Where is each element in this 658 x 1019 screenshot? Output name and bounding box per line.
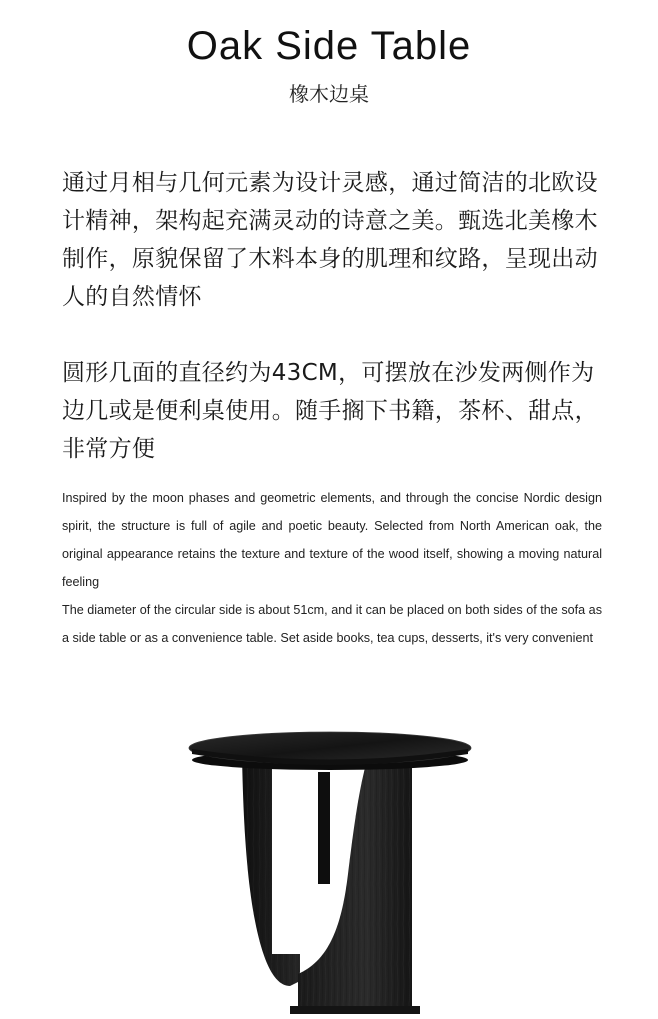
oak-side-table-image (180, 724, 480, 1019)
page-title: Oak Side Table (186, 24, 472, 68)
en-description (62, 484, 602, 652)
table-back-leg (318, 772, 330, 884)
en-description-paragraph-2: The diameter of the circular side is about 51cm, and it can be placed on both sides of the sofa as a side table or as a convenience table. Set aside books, tea cups, desserts, it's very convenient (62, 603, 602, 645)
zh-description-paragraph-1: 通过月相与几何元素为设计灵感，通过简洁的北欧设计精神，架构起充满灵动的诗意之美。甄选北美橡木制作，原貌保留了木料本身的肌理和纹路，呈现出动人的自然情怀 (62, 170, 598, 310)
zh-description-paragraph-2: 圆形几面的直径约为43CM，可摆放在沙发两侧作为边几或是便利桌使用。随手搁下书籍，茶杯、甜点，非常方便 (62, 360, 598, 462)
page-subtitle: 橡木边桌 (289, 82, 369, 106)
en-description-paragraph-1: Inspired by the moon phases and geometric elements, and through the concise Nordic design spirit, the structure is full of agile and poetic beauty. Selected from North American oak, the original appearance retains the texture and texture of the wood itself, showing a moving natural feeling (62, 491, 602, 589)
table-base (290, 1006, 420, 1014)
